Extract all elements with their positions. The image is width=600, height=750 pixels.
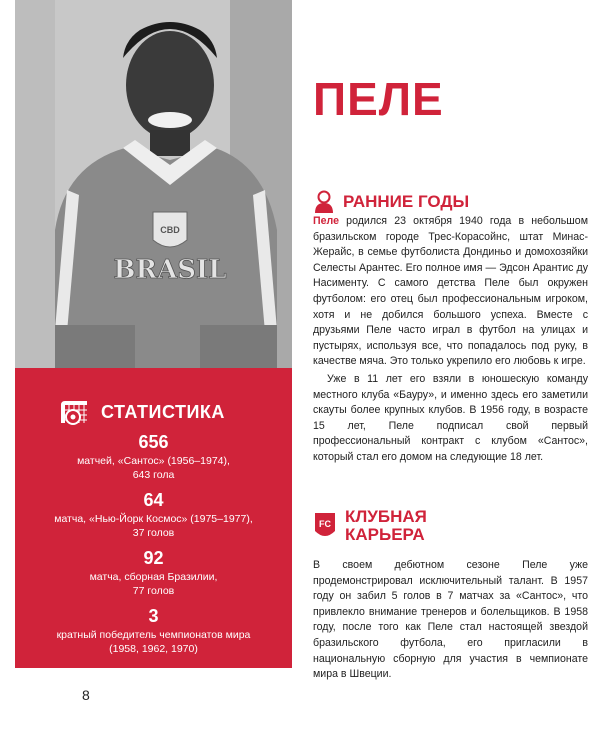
club-career-text	[313, 558, 588, 683]
page-title: ПЕЛЕ	[313, 73, 444, 125]
early-years-paragraph	[313, 214, 588, 370]
stat-desc-line: матча, «Нью-Йорк Космос» (1975–1977),	[54, 513, 253, 525]
early-years-header	[313, 190, 469, 214]
jersey-text: BRASIL	[113, 255, 227, 285]
stat-desc-line: кратный победитель чемпионатов мира	[56, 629, 251, 641]
early-years-p1: родился 23 октября 1940 года в небольшом бразильском городе Трес-Корасойнс, штат Минас-Жерайс, в семье футболиста Дондиньо и домохозяйки Селесты Арантес. Его полное имя — Эдсон Арантис ду Насименту. С самого детства Пеле был окружен футболом: его отец был профессиональным игроком, хотя и не добился большого успеха. Вместе с друзьями Пеле часто играл в футбол на улицах и пустырях, используя все, что попадалось под руку, в качестве мяча. Это только укрепило его любовь к игре.	[313, 215, 588, 368]
stat-number: 656	[138, 432, 169, 452]
stat-number: 92	[143, 548, 164, 568]
stat-desc-line: матча, сборная Бразилии,	[89, 571, 218, 583]
portrait-illustration	[15, 0, 292, 368]
stats-panel	[15, 368, 292, 668]
stat-desc-line: матчей, «Сантос» (1956–1974),	[77, 455, 230, 467]
club-career-title-line: КЛУБНАЯ	[345, 507, 427, 526]
goal-net-icon	[57, 397, 91, 427]
stat-item	[15, 548, 292, 598]
club-career-title-line: КАРЬЕРА	[345, 525, 425, 544]
stats-title: СТАТИСТИКА	[101, 401, 225, 422]
club-career-header	[313, 508, 427, 544]
club-career-title	[337, 508, 427, 544]
stat-desc-line: 643 гола	[132, 469, 175, 481]
early-years-p2: Уже в 11 лет его взяли в юношескую команду местного клуба «Бауру», и именно здесь его заметили скауты более крупных клубов. В 1956 году, в возрасте 15 лет, Пеле подписал свой первый профессиональный контракт с клубом «Сантос», который стал его домом на следующие 18 лет.	[313, 372, 588, 463]
stat-desc-line: (1958, 1962, 1970)	[109, 643, 198, 655]
early-years-text	[313, 214, 588, 466]
portrait-photo	[15, 0, 292, 368]
stat-desc-line: 77 голов	[132, 585, 175, 597]
page-number: 8	[82, 687, 90, 703]
stat-number: 64	[143, 490, 164, 510]
stat-desc-line: 37 голов	[132, 527, 175, 539]
person-icon	[313, 190, 335, 214]
stat-number: 3	[148, 606, 159, 626]
lead-name: Пеле	[313, 215, 339, 227]
stat-item	[15, 606, 292, 656]
stat-item	[15, 432, 292, 482]
stat-item	[15, 490, 292, 540]
stats-header	[57, 396, 225, 428]
crest-text: CBD	[160, 225, 180, 235]
club-career-p1: В своем дебютном сезоне Пеле уже продемонстрировал исключительный талант. В 1957 году он забил 5 голов в 7 матчах за «Сантос», что привлекло внимание тренеров и болельщиков. В 1958 году, после того как Пеле стал настоящей звездой бразильского футбола, его пригласили в национальную сборную для участия в чемпионате мира в Швеции.	[313, 559, 588, 681]
early-years-title: РАННИЕ ГОДЫ	[343, 192, 470, 211]
club-badge-text: FC	[319, 519, 331, 529]
club-badge-icon	[313, 511, 337, 541]
